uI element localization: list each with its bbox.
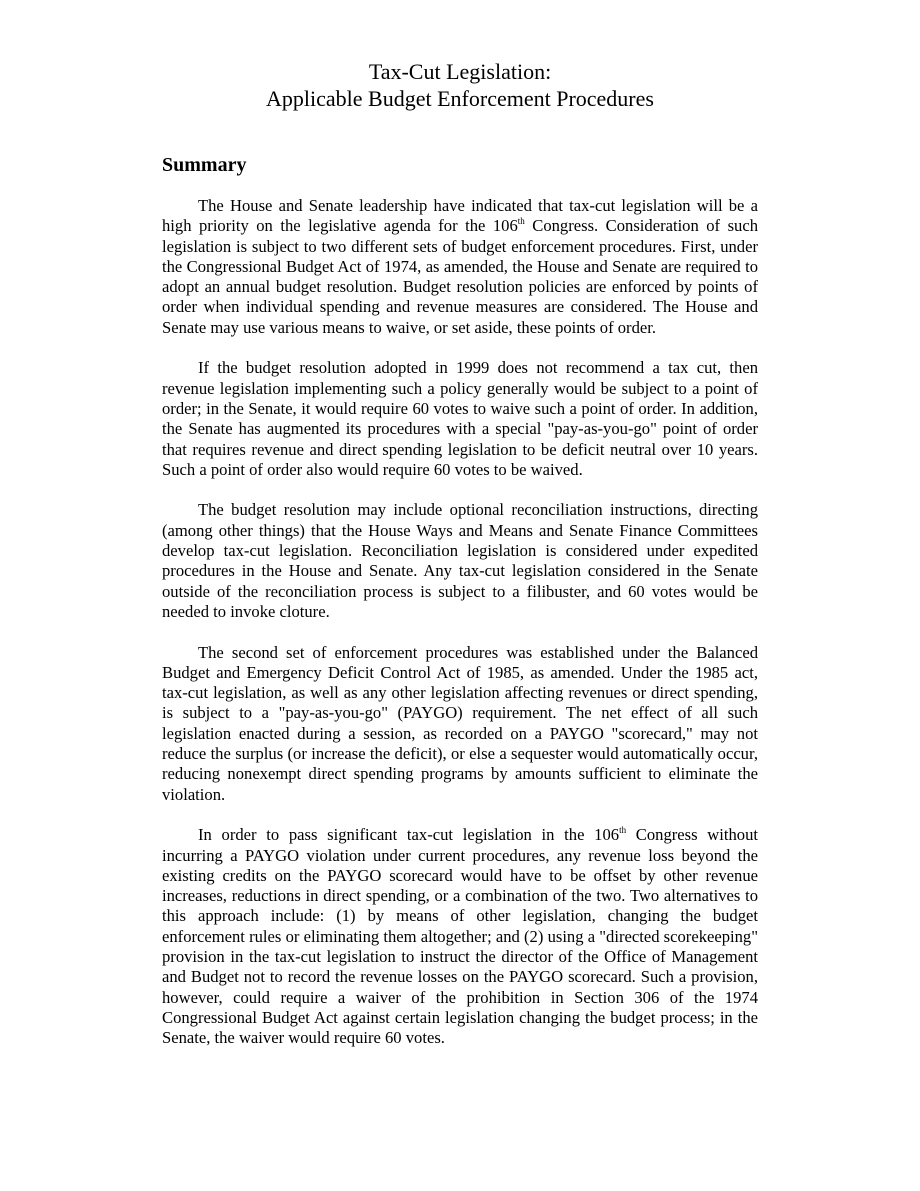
paragraph-1: [162, 196, 758, 338]
paragraph-3: The budget resolution may include optional reconciliation instructions, directing (among other things) that the House Ways and Means and Senate Finance Committees develop tax-cut legislation. Reconciliation legislation is considered under expedited procedures in the House and Senate. Any tax-cut legislation considered in the Senate outside of the reconciliation process is subject to a filibuster, and 60 votes would be needed to invoke cloture.: [162, 500, 758, 621]
paragraph-5-text-after: Congress without incurring a PAYGO violation under current procedures, any revenue loss beyond the existing credits on the PAYGO scorecard would have to be offset by other revenue increases, reductions in direct spending, or a combination of the two. Two alternatives to this approach include: (1) by means of other legislation, changing the budget enforcement rules or eliminating them altogether; and (2) using a "directed scorekeeping" provision in the tax-cut legislation to instruct the director of the Office of Management and Budget not to record the revenue losses on the PAYGO scorecard. Such a provision, however, could require a waiver of the prohibition in Section 306 of the 1974 Congressional Budget Act against certain legislation changing the budget process; in the Senate, the waiver would require 60 votes.: [162, 825, 758, 1048]
document-body: [162, 196, 758, 1069]
paragraph-4: The second set of enforcement procedures was established under the Balanced Budget and Emergency Deficit Control Act of 1985, as amended. Under the 1985 act, tax-cut legislation, as well as any other legislation affecting revenues or direct spending, is subject to a "pay-as-you-go" (PAYGO) requirement. The net effect of all such legislation enacted during a session, as recorded on a PAYGO "scorecard," may not reduce the surplus (or increase the deficit), or else a sequester would automatically occur, reducing nonexempt direct spending programs by amounts sufficient to eliminate the violation.: [162, 642, 758, 804]
paragraph-5: [162, 825, 758, 1048]
document-title: [0, 58, 920, 112]
paragraph-1-text-after: Congress. Consideration of such legislation is subject to two different sets of budget enforcement procedures. First, under the Congressional Budget Act of 1974, as amended, the House and Senate are required to adopt an annual budget resolution. Budget resolution policies are enforced by points of order when individual spending and revenue measures are considered. The House and Senate may use various means to waive, or set aside, these points of order.: [162, 216, 758, 337]
paragraph-1-text-before: The House and Senate leadership have indicated that tax-cut legislation will be a high priority on the legislative agenda for the 106: [162, 196, 758, 236]
paragraph-5-text-before: In order to pass significant tax-cut legislation in the 106: [198, 825, 620, 845]
title-line-1: Tax-Cut Legislation:: [368, 59, 552, 84]
title-line-2: Applicable Budget Enforcement Procedures: [266, 86, 654, 111]
paragraph-2: If the budget resolution adopted in 1999 does not recommend a tax cut, then revenue legislation implementing such a policy generally would be subject to a point of order; in the Senate, it would require 60 votes to waive such a point of order. In addition, the Senate has augmented its procedures with a special "pay-as-you-go" point of order that requires revenue and direct spending legislation to be deficit neutral over 10 years. Such a point of order also would require 60 votes to be waived.: [162, 358, 758, 479]
superscript-th: th: [619, 825, 627, 836]
section-heading: Summary: [162, 154, 247, 176]
superscript-th: th: [517, 216, 525, 227]
